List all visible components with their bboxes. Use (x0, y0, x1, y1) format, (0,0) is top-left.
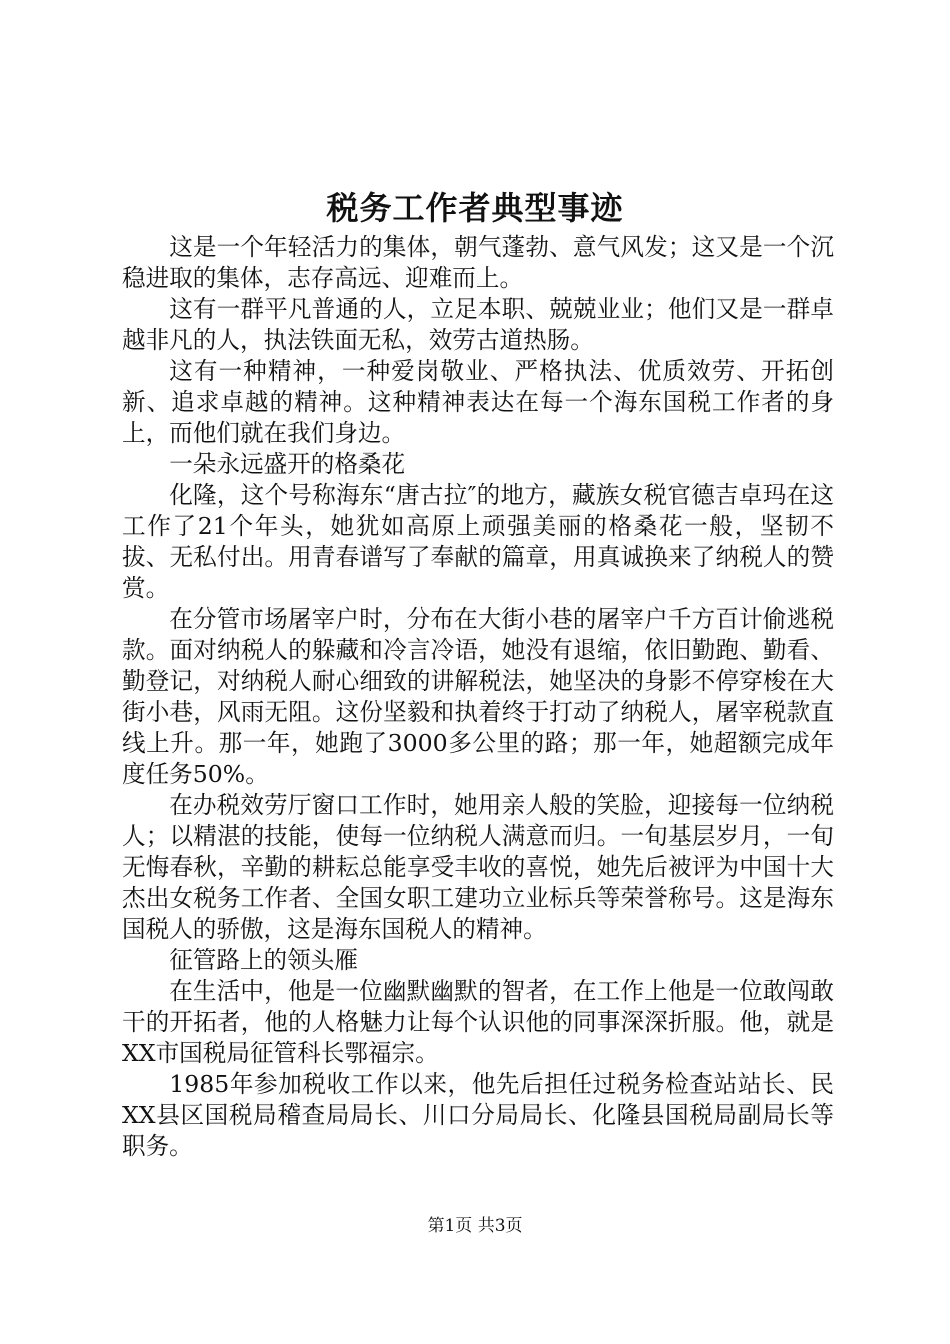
page-number-footer: 第1页 共3页 (427, 1216, 523, 1236)
paragraph: 这有一群平凡普通的人，立足本职、兢兢业业；他们又是一群卓越非凡的人，执法铁面无私，效劳古道热肠。 (122, 295, 834, 354)
paragraph: 在办税效劳厅窗口工作时，她用亲人般的笑脸，迎接每一位纳税人；以精湛的技能，使每一位纳税人满意而归。一旬基层岁月，一旬无悔春秋，辛勤的耕耘总能享受丰收的喜悦，她先后被评为中国十大杰出女税务工作者、全国女职工建功立业标兵等荣誉称号。这是海东国税人的骄傲，这是海东国税人的精神。 (122, 791, 834, 943)
document-body (122, 232, 834, 1162)
document-title: 税务工作者典型事迹 (326, 189, 624, 227)
paragraph: 这是一个年轻活力的集体，朝气蓬勃、意气风发；这又是一个沉稳进取的集体，志存高远、迎难而上。 (122, 233, 834, 292)
section-heading: 一朵永远盛开的格桑花 (169, 450, 406, 478)
paragraph: 在分管市场屠宰户时，分布在大街小巷的屠宰户千方百计偷逃税款。面对纳税人的躲藏和冷言冷语，她没有退缩，依旧勤跑、勤看、勤登记，对纳税人耐心细致的讲解税法，她坚决的身影不停穿梭在大街小巷，风雨无阻。这份坚毅和执着终于打动了纳税人，屠宰税款直线上升。那一年，她跑了3000多公里的路；那一年，她超额完成年度任务50%。 (122, 605, 834, 788)
paragraph: 在生活中，他是一位幽默幽默的智者，在工作上他是一位敢闯敢干的开拓者，他的人格魅力让每个认识他的同事深深折服。他，就是XX市国税局征管科长鄂福宗。 (122, 977, 834, 1067)
section-heading: 征管路上的领头雁 (169, 946, 358, 974)
paragraph: 化隆，这个号称海东“唐古拉″的地方，藏族女税官德吉卓玛在这工作了21个年头，她犹如高原上顽强美丽的格桑花一般，坚韧不拔、无私付出。用青春谱写了奉献的篇章，用真诚换来了纳税人的赞赏。 (122, 481, 834, 602)
paragraph: 这有一种精神，一种爱岗敬业、严格执法、优质效劳、开拓创新、追求卓越的精神。这种精神表达在每一个海东国税工作者的身上，而他们就在我们身边。 (122, 357, 834, 447)
paragraph: 1985年参加税收工作以来，他先后担任过税务检查站站长、民XX县区国税局稽查局局长、川口分局局长、化隆县国税局副局长等职务。 (122, 1070, 834, 1160)
